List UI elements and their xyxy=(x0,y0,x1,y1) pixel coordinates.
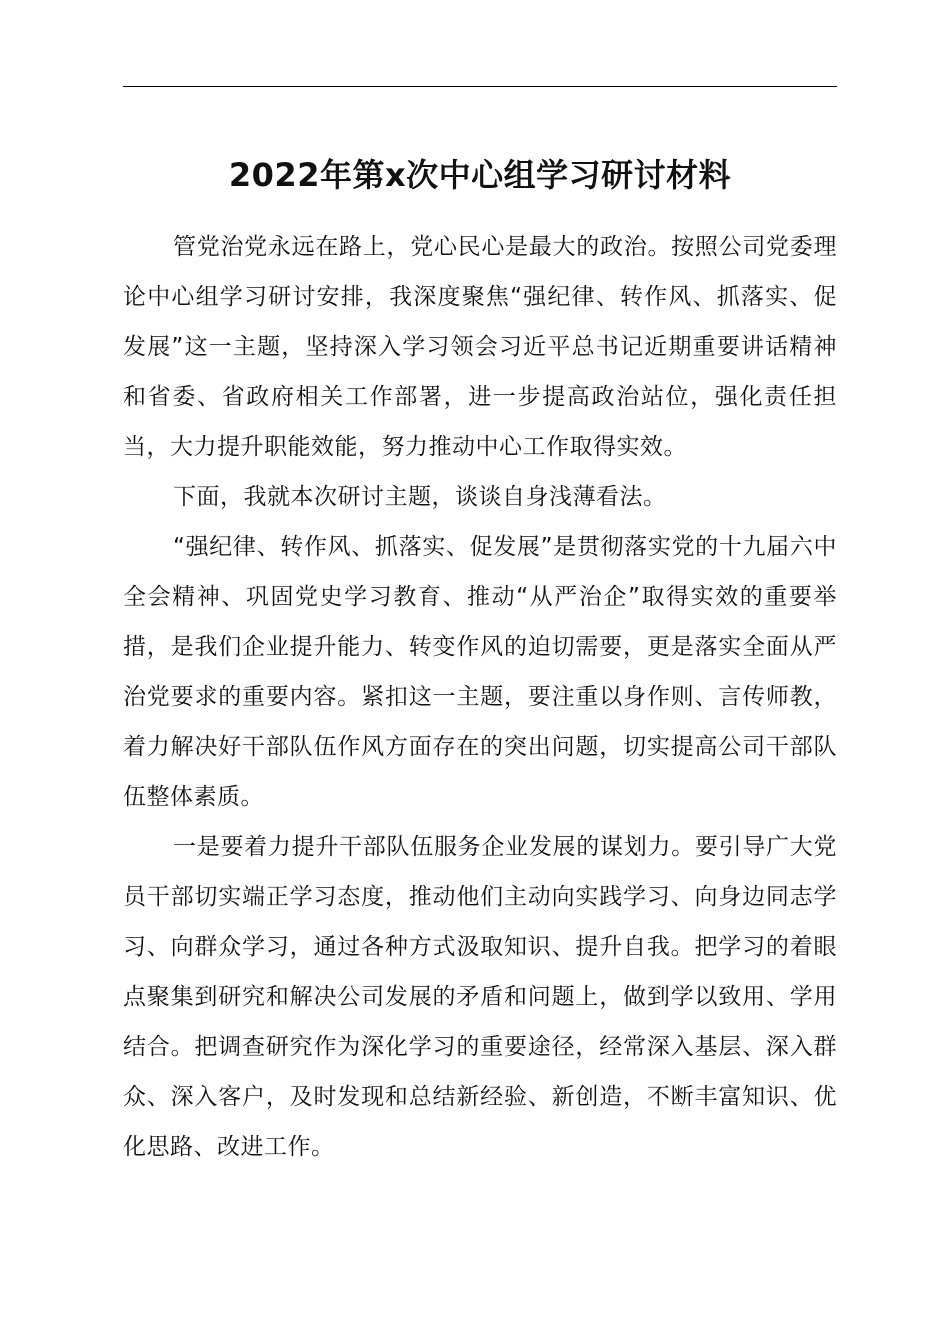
paragraph-transition: 下面，我就本次研讨主题，谈谈自身浅薄看法。 xyxy=(173,484,667,510)
header-rule xyxy=(123,86,837,87)
document-body xyxy=(123,222,837,1172)
paragraph-intro: 管党治党永远在路上，党心民心是最大的政治。按照公司党委理论中心组学习研讨安排，我深度聚焦“强纪律、转作风、抓落实、促发展”这一主题，坚持深入学习领会习近平总书记近期重要讲话精神和省委、省政府相关工作部署，进一步提高政治站位，强化责任担当，大力提升职能效能，努力推动中心工作取得实效。 xyxy=(123,234,837,460)
paragraph-point-one: 一是要着力提升干部队伍服务企业发展的谋划力。要引导广大党员干部切实端正学习态度，推动他们主动向实践学习、向身边同志学习、向群众学习，通过各种方式汲取知识、提升自我。把学习的着眼点聚集到研究和解决公司发展的矛盾和问题上，做到学以致用、学用结合。把调查研究作为深化学习的重要途径，经常深入基层、深入群众、深入客户，及时发现和总结新经验、新创造，不断丰富知识、优化思路、改进工作。 xyxy=(123,834,837,1160)
document-title: 2022年第x次中心组学习研讨材料 xyxy=(228,156,732,194)
paragraph-theme: “强纪律、转作风、抓落实、促发展”是贯彻落实党的十九届六中全会精神、巩固党史学习教育、推动“从严治企”取得实效的重要举措，是我们企业提升能力、转变作风的迫切需要，更是落实全面从严治党要求的重要内容。紧扣这一主题，要注重以身作则、言传师教，着力解决好干部队伍作风方面存在的突出问题，切实提高公司干部队伍整体素质。 xyxy=(123,534,837,810)
